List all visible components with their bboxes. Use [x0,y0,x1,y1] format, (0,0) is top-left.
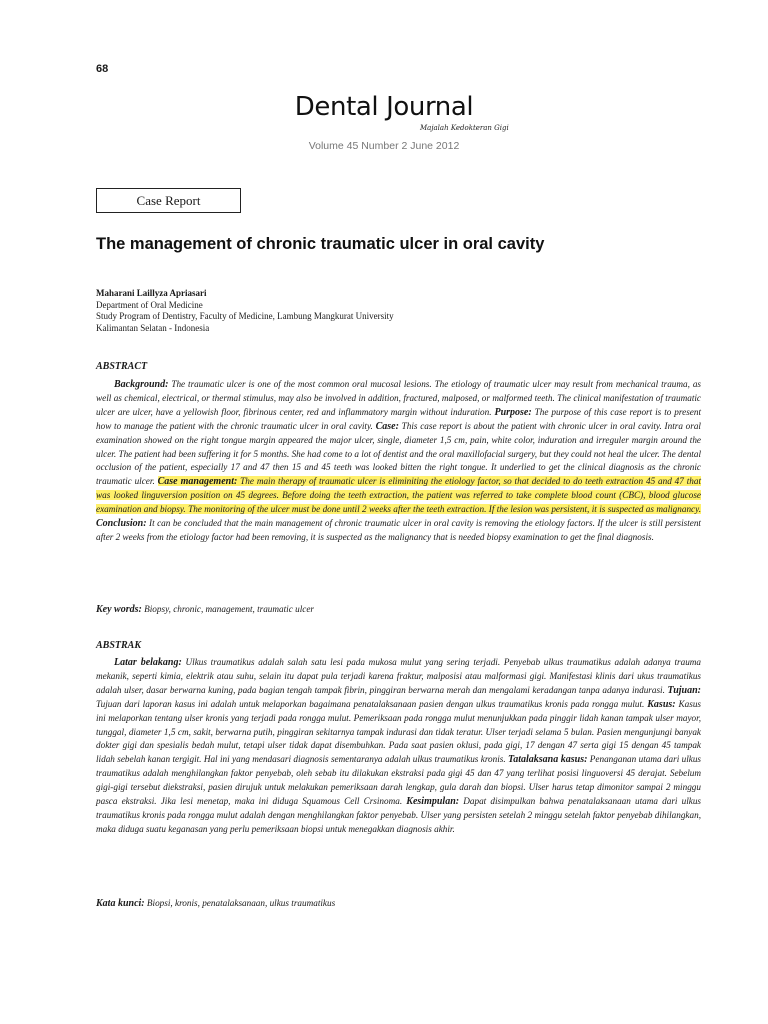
journal-volume: Volume 45 Number 2 June 2012 [308,140,460,152]
background-label: Background: [114,379,169,390]
author-program: Study Program of Dentistry, Faculty of Medicine, Lambung Mangkurat University [96,311,394,321]
case-management-label: Case management: [157,476,238,488]
article-type-box [96,188,241,213]
tujuan-text: Tujuan dari laporan kasus ini adalah untuk melaporkan bagaimana penatalaksanaan pasien dengan ulkus traumatikus kronis pada rongga mulut. [96,698,648,709]
kesimpulan-text: Dapat disimpulkan bahwa penatalaksanaan utama dari ulkus traumatikus kronis pada rongga mulut adalah dengan menghilangkan faktor penyebab. Ulser yang persisten setelah 2 minggu setelah faktor penyebab dihilangkan, maka diduga suatu keganasan yang perlu pemeriksaan biopsi untuk menegakkan diagnosis akhir. [96,796,701,834]
case-label: Case: [375,420,399,432]
author-name: Maharani Laillyza Apriasari [96,288,207,298]
case-management-text: The main therapy of traumatic ulcer is eliminiting the etiology factor, so that decided to do teeth extraction 45 and 47 that was looked linguversion position on 45 degrees. Before doing the teeth extraction, the patient was referred to take complete blood count (CBC), blood glucose examination and biopsy. The monitoring of the ulcer must be done until 2 weeks after the teeth extraction. If the lesion was persistent, it is suspected as malignancy. [96,476,701,515]
article-type-label: Case Report [136,192,201,208]
keywords-label: Key words: [96,604,142,615]
article-title: The management of chronic traumatic ulcer in oral cavity [96,235,545,253]
abstract-heading: ABSTRACT [96,361,148,372]
kasus-text: Kasus ini melaporkan tentang ulser kronis yang terjadi pada rongga mulut. Pemeriksaan pada rongga mulut menunjukkan pada pinggir lidah kanan tampak ulser mayor, tunggal, diameter 1,5 cm, sakit, berwarna putih, pinggiran sekitarnya tampak indurasi dan tidak teratur. Ulser terjadi selama 5 bulan. Pasien mengunjungi banyak dokter gigi dan spesialis bedah mulut, tetapi ulser tidak dapat disembuhkan. Pada saat pasien oklusi, pada gigi, 17 dengan 47 serta gigi 15 dengan 45 tampak lidah sebelah kanan tergigit. Hal ini yang mendasari diagnosis sementaranya adalah ulkus traumatikus kronis. [96,698,702,765]
journal-title: Dental Journal [294,92,474,122]
keywords-text: Biopsy, chronic, management, traumatic ulcer [141,604,314,614]
kasus-label: Kasus: [647,698,676,710]
author-department: Department of Oral Medicine [96,299,203,310]
abstract-body [96,378,701,545]
tatalaksana-label: Tatalaksana kasus: [508,754,588,766]
abstrak-body [96,656,701,837]
purpose-label: Purpose: [494,406,532,418]
highlighted-passage [96,476,701,514]
latar-label: Latar belakang: [114,657,182,668]
background-text: The traumatic ulcer is one of the most common oral mucosal lesions. The etiology of traumatic ulcer may result from mechanical trauma, as well as chemical, electrical, or thermal stimulus, may also be involved in addition, fractured, malposed, or malformed teeth. The clinical manifestation of traumatic ulcer are ulcer, have a yellowish floor, fibrinous center, red and inflammatory margin without induration. [96,379,701,417]
abstrak-heading: ABSTRAK [96,640,142,651]
keywords-line [96,604,701,615]
kata-kunci-line [96,898,701,909]
tatalaksana-text: Penanganan utama dari ulkus traumatikus adalah menghilangkan faktor penyebab, oleh sebab itu dilakukan ekstraksi pada gigi 45 dan 47 yang terlihat posisi linguoversi 45 derajat. Sebelum gigi-gigi tersebut diekstraksi, pasien dirujuk untuk melakukan pemeriksaan darah lengkap, gula darah dan biopsi. Ulser harus tetap dimonitor sampai 2 minggu pasca ekstraksi. Jika lesi menetap, maka ini diduga Squamous Cell Crsinoma. [96,754,701,807]
journal-subtitle: Majalah Kedokteran Gigi [420,124,509,132]
tujuan-label: Tujuan: [667,684,701,696]
kata-kunci-label: Kata kunci: [96,898,145,909]
conclusion-text: It can be concluded that the main management of chronic traumatic ulcer in oral cavity is removing the etiology factors. If the ulcer is still persistent after 2 weeks from the etiology factor had been removing, it is suspected as the malignancy that is needed biopsy examination to get the final diagnosis. [96,518,701,542]
latar-text: Ulkus traumatikus adalah salah satu lesi pada mukosa mulut yang sering terjadi. Penyebab ulkus traumatikus adalah adanya trauma mekanik, seperti kimia, elektrik atau suhu, selain itu dapat pula terjadi karena fraktur, malposisi atau malformasi gigi. Manifestasi klinis dari ukus traumatikus adalah ulser, dasar berwarna kuning, pada bagian tengah tampak fibrin, pinggiran berwarna merah dan mengalami keradangan tanpa adanya indurasi. [96,657,702,695]
conclusion-label: Conclusion: [96,518,147,530]
kesimpulan-label: Kesimpulan: [406,796,460,808]
purpose-text: The purpose of this case report is to present how to manage the patient with the chronic traumatic ulcer in oral cavity. [96,406,701,431]
kata-kunci-text: Biopsi, kronis, penatalaksanaan, ulkus traumatikus [144,898,336,908]
author-location: Kalimantan Selatan - Indonesia [96,322,210,333]
case-text: This case report is about the patient with chronic ulcer in oral cavity. Intra oral examination showed on the right tongue margin appeared the major ulcer, single, diameter 1,5 cm, pain, white color, induration and irreguler margin around the ulcer. The patient had been suffering it for 5 months. She had come to a lot of dentist and the oral maxillofacial surgery, but they could not heal the ulcer. The dental occlusion of the patient, especially 17 and 47 then 15 and 45 teeth was looked bitten the right tongue. It underlied to get the clinical diagnosis as the chronic traumatic ulcer. [96,420,701,487]
author-block [96,288,696,334]
page-number: 68 [96,63,109,75]
